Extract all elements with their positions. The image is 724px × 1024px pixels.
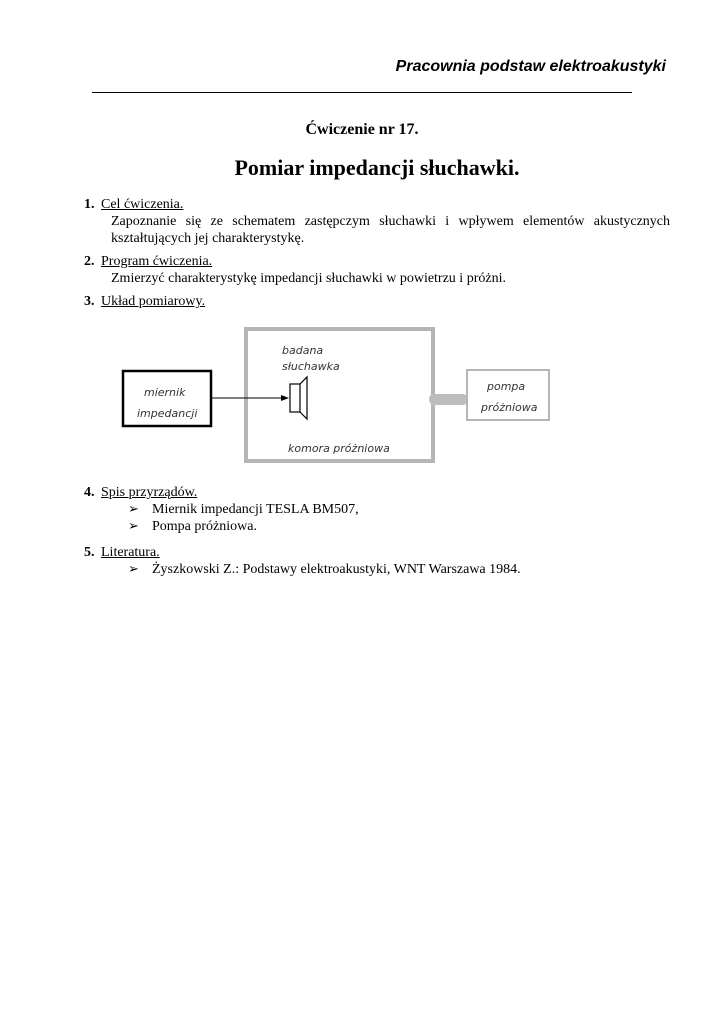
section-heading: Program ćwiczenia.: [101, 254, 213, 269]
bullet-arrow-icon: ➢: [128, 519, 139, 534]
equipment-list: [128, 501, 670, 535]
arrow-head-icon: [281, 395, 289, 401]
bullet-arrow-icon: ➢: [128, 562, 139, 577]
document-title: Pomiar impedancji słuchawki.: [234, 155, 520, 180]
headphone-label-line2: słuchawka: [282, 360, 340, 373]
exercise-number: Ćwiczenie nr 17.: [305, 121, 419, 138]
meter-label-line2: impedancji: [137, 407, 198, 420]
section-number: 3.: [84, 294, 95, 309]
section-text: Zapoznanie się ze schematem zastępczym słuchawki i wpływem elementów akustycznych kształtujących jej charakterystykę.: [111, 214, 670, 246]
section-heading: Literatura.: [101, 545, 160, 560]
section-number: 2.: [84, 254, 95, 269]
pump-label-line2: próżniowa: [481, 401, 538, 414]
chamber-label: komora próżniowa: [288, 442, 390, 455]
page-header-title: Pracownia podstaw elektroakustyki: [395, 58, 666, 75]
list-item-text: Miernik impedancji TESLA BM507,: [152, 502, 359, 517]
section-heading: Cel ćwiczenia.: [101, 197, 184, 212]
section-literature: [84, 544, 670, 578]
bullet-arrow-icon: ➢: [128, 502, 139, 517]
list-item: [128, 561, 670, 578]
section-program: [84, 253, 670, 287]
list-item: [128, 501, 670, 518]
section-equipment: [84, 484, 670, 535]
section-setup: [84, 293, 670, 310]
list-item-text: Pompa próżniowa.: [152, 519, 257, 534]
headphone-diaphragm-icon: [300, 377, 307, 419]
list-item: [128, 518, 670, 535]
section-number: 1.: [84, 197, 95, 212]
headphone-symbol-icon: [290, 384, 300, 412]
literature-list: [128, 561, 670, 578]
section-number: 5.: [84, 545, 95, 560]
section-heading: Spis przyrządów.: [101, 485, 198, 500]
list-item-text: Żyszkowski Z.: Podstawy elektroakustyki, WNT Warszawa 1984.: [152, 562, 521, 577]
section-text: Zmierzyć charakterystykę impedancji słuchawki w powietrzu i próżni.: [111, 271, 506, 286]
section-heading: Układ pomiarowy.: [101, 294, 206, 309]
section-goal: [84, 196, 670, 247]
section-number: 4.: [84, 485, 95, 500]
header-divider: [92, 92, 632, 93]
headphone-label-line1: badana: [282, 344, 324, 357]
vacuum-pipe: [429, 394, 468, 405]
pump-label-line1: pompa: [487, 380, 526, 393]
meter-label-line1: miernik: [144, 386, 186, 399]
